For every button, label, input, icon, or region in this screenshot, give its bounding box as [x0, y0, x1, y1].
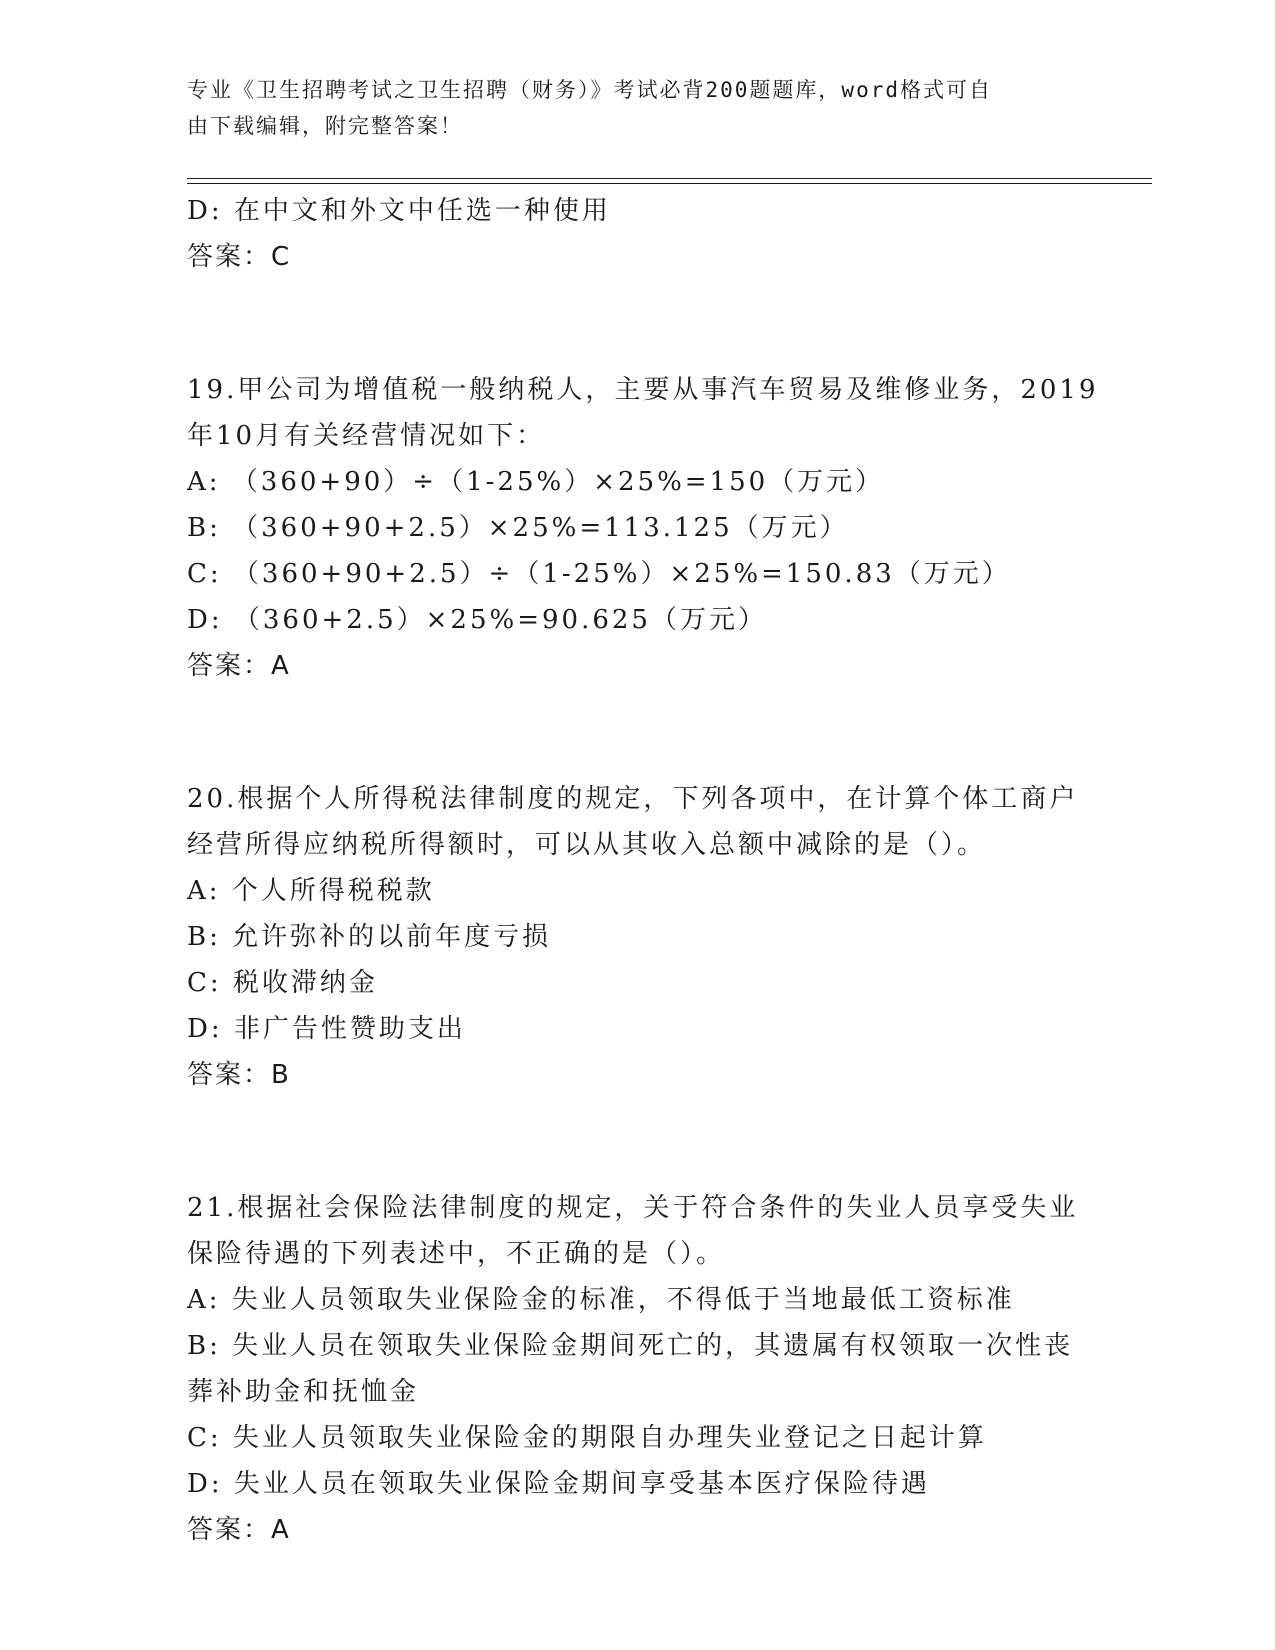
option-c: C: 税收滞纳金 [187, 968, 378, 998]
answer-label: 答案：A [187, 1515, 291, 1545]
question-stem: 19.甲公司为增值税一般纳税人，主要从事汽车贸易及维修业务，2019 [187, 375, 1099, 405]
header-divider-top [187, 178, 1152, 179]
question-stem: 20.根据个人所得税法律制度的规定，下列各项中，在计算个体工商户 [187, 784, 1079, 814]
option-d: D: 非广告性赞助支出 [187, 1014, 466, 1044]
question-stem-continued: 年10月有关经营情况如下： [187, 421, 546, 451]
option-c: C: （360+90+2.5）÷（1-25%）×25%=150.83（万元） [187, 559, 1011, 589]
question-18-tail [187, 188, 1087, 280]
question-list [187, 188, 1099, 1553]
option-d: D: 失业人员在领取失业保险金期间享受基本医疗保险待遇 [187, 1469, 930, 1499]
option-a: A: 失业人员领取失业保险金的标准，不得低于当地最低工资标准 [187, 1285, 1015, 1315]
option-b-continued: 葬补助金和抚恤金 [187, 1377, 420, 1407]
option-d: D: （360+2.5）×25%=90.625（万元） [187, 605, 767, 635]
option-a: A: （360+90）÷（1-25%）×25%=150（万元） [187, 467, 885, 497]
option-b: B: （360+90+2.5）×25%=113.125（万元） [187, 513, 849, 543]
spacer [187, 689, 1087, 776]
answer-label: 答案：B [187, 1060, 291, 1090]
document-header [187, 72, 1087, 144]
spacer [187, 280, 1087, 367]
spacer [187, 1098, 1087, 1185]
answer-label: 答案：A [187, 651, 291, 681]
header-line-1: 专业《卫生招聘考试之卫生招聘（财务）》考试必背200题题库，word格式可自 [187, 78, 992, 102]
option-d: D: 在中文和外文中任选一种使用 [187, 196, 611, 226]
answer-label: 答案：C [187, 242, 292, 272]
question-stem-continued: 经营所得应纳税所得额时，可以从其收入总额中减除的是（）。 [187, 830, 987, 860]
option-c: C: 失业人员领取失业保险金的期限自办理失业登记之日起计算 [187, 1423, 987, 1453]
option-a: A: 个人所得税税款 [187, 876, 435, 906]
header-divider-bottom [187, 183, 1152, 184]
option-b: B: 失业人员在领取失业保险金期间死亡的，其遗属有权领取一次性丧 [187, 1331, 1074, 1361]
question-20 [187, 776, 1087, 1098]
question-21 [187, 1185, 1087, 1553]
header-line-2: 由下载编辑，附完整答案！ [187, 114, 463, 138]
question-stem-continued: 保险待遇的下列表述中，不正确的是（）。 [187, 1239, 726, 1269]
question-19 [187, 367, 1099, 689]
question-stem: 21.根据社会保险法律制度的规定，关于符合条件的失业人员享受失业 [187, 1193, 1079, 1223]
option-b: B: 允许弥补的以前年度亏损 [187, 922, 552, 952]
